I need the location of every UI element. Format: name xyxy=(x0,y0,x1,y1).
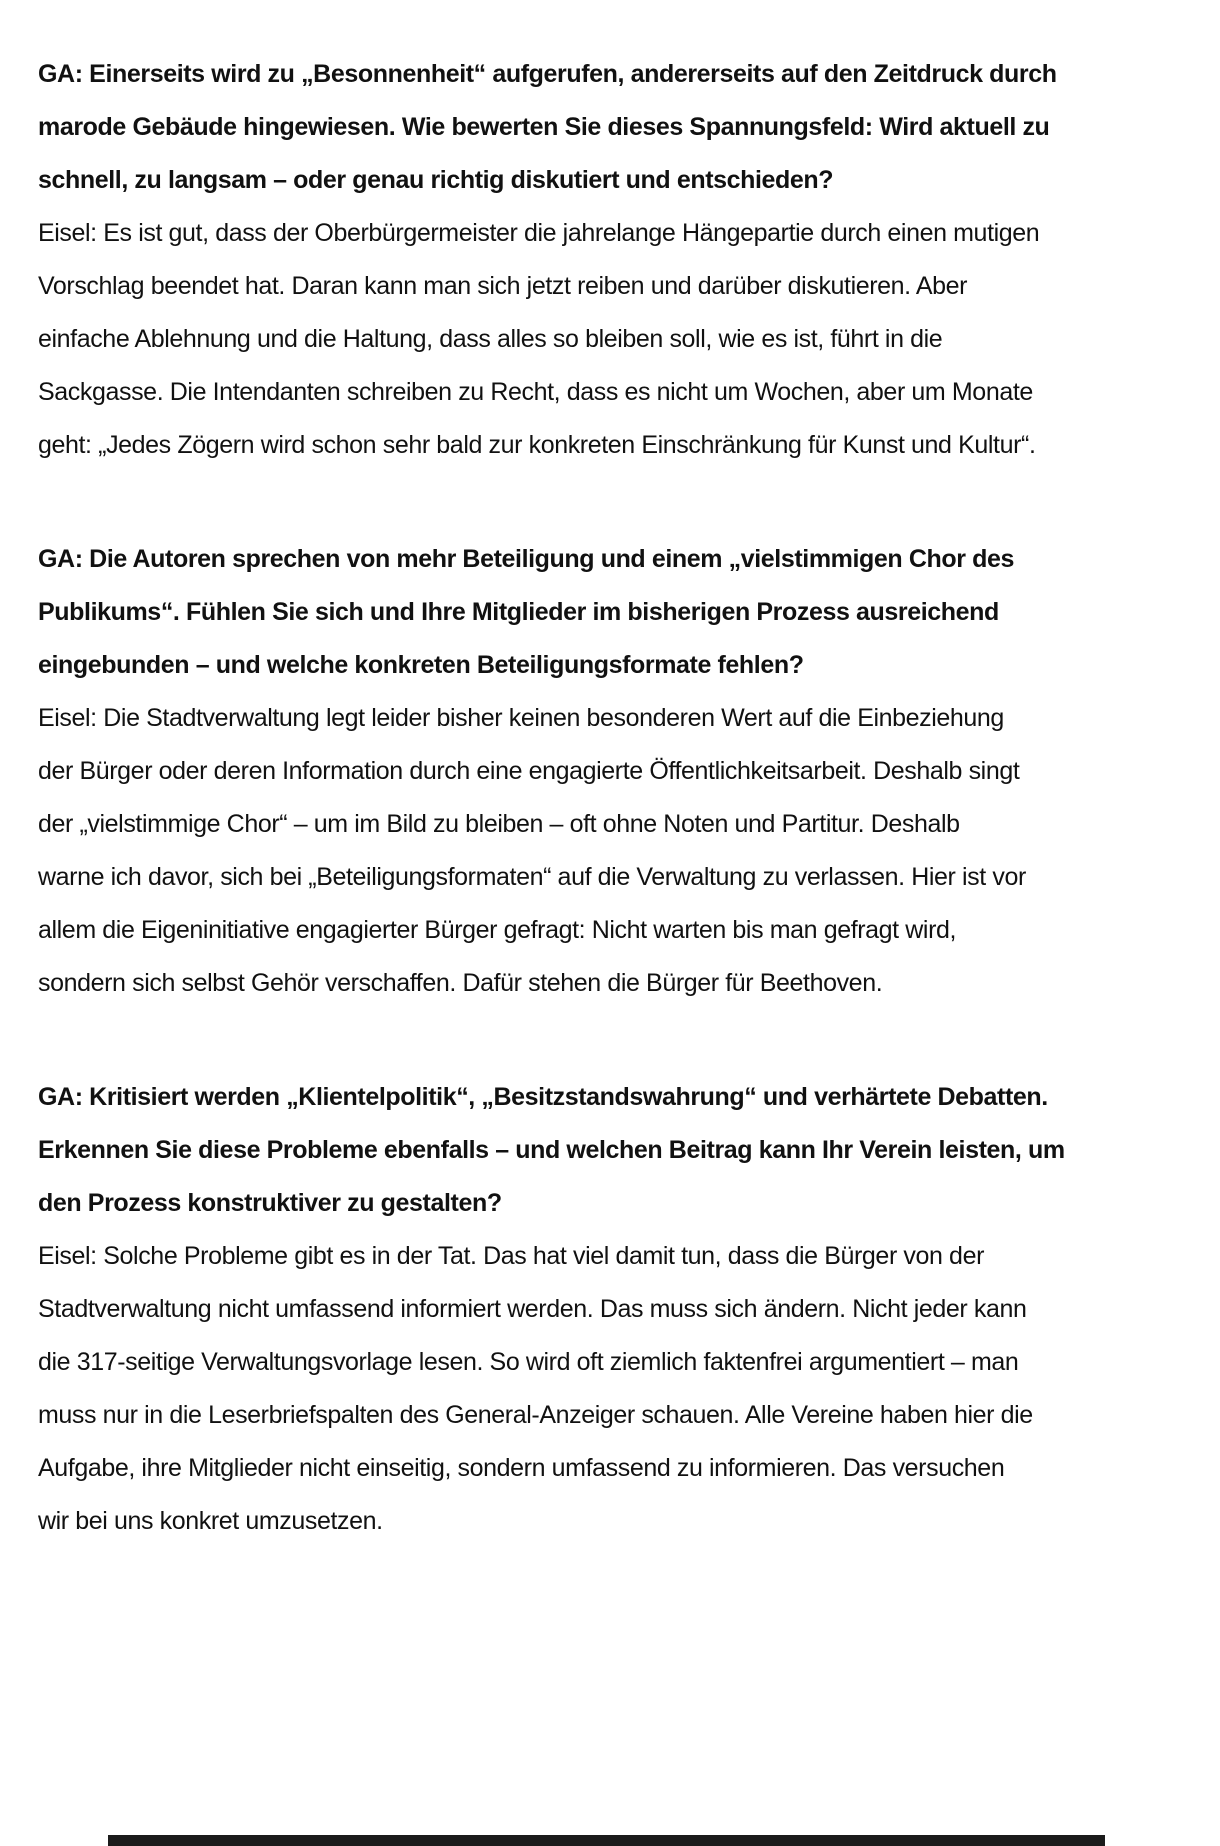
text-line: allem die Eigeninitiative engagierter Bürger gefragt: Nicht warten bis man gefragt wird, xyxy=(38,916,957,944)
text-line: der Bürger oder deren Information durch eine engagierte Öffentlichkeitsarbeit. Deshalb singt xyxy=(38,757,1020,785)
answer-3 xyxy=(38,1230,1180,1548)
qa-block-2 xyxy=(38,533,1180,1010)
answer-2 xyxy=(38,692,1180,1010)
text-line: Erkennen Sie diese Probleme ebenfalls – und welchen Beitrag kann Ihr Verein leisten, um xyxy=(38,1136,1065,1164)
text-line: sondern sich selbst Gehör verschaffen. Dafür stehen die Bürger für Beethoven. xyxy=(38,969,883,997)
text-line: Vorschlag beendet hat. Daran kann man sich jetzt reiben und darüber diskutieren. Aber xyxy=(38,272,968,300)
text-line: Eisel: Solche Probleme gibt es in der Tat. Das hat viel damit tun, dass die Bürger von der xyxy=(38,1242,984,1270)
text-line: GA: Einerseits wird zu „Besonnenheit“ aufgerufen, andererseits auf den Zeitdruck durch xyxy=(38,60,1057,88)
text-line: den Prozess konstruktiver zu gestalten? xyxy=(38,1189,502,1217)
text-line: Aufgabe, ihre Mitglieder nicht einseitig, sondern umfassend zu informieren. Das versuchen xyxy=(38,1454,1005,1482)
text-line: die 317-seitige Verwaltungsvorlage lesen. So wird oft ziemlich faktenfrei argumentiert – man xyxy=(38,1348,1019,1376)
text-line: marode Gebäude hingewiesen. Wie bewerten Sie dieses Spannungsfeld: Wird aktuell zu xyxy=(38,113,1050,141)
qa-block-3 xyxy=(38,1071,1180,1548)
text-line: der „vielstimmige Chor“ – um im Bild zu bleiben – oft ohne Noten und Partitur. Deshalb xyxy=(38,810,960,838)
text-line: Eisel: Es ist gut, dass der Oberbürgermeister die jahrelange Hängepartie durch einen mutigen xyxy=(38,219,1040,247)
question-1 xyxy=(38,48,1180,207)
text-line: schnell, zu langsam – oder genau richtig diskutiert und entschieden? xyxy=(38,166,834,194)
question-3 xyxy=(38,1071,1180,1230)
qa-block-1 xyxy=(38,48,1180,472)
text-line: GA: Kritisiert werden „Klientelpolitik“, „Besitzstandswahrung“ und verhärtete Debatten. xyxy=(38,1083,1048,1111)
text-line: eingebunden – und welche konkreten Beteiligungsformate fehlen? xyxy=(38,651,804,679)
question-2 xyxy=(38,533,1180,692)
text-line: geht: „Jedes Zögern wird schon sehr bald zur konkreten Einschränkung für Kunst und Kultur“. xyxy=(38,431,1036,459)
text-line: wir bei uns konkret umzusetzen. xyxy=(38,1507,383,1535)
text-line: einfache Ablehnung und die Haltung, dass alles so bleiben soll, wie es ist, führt in die xyxy=(38,325,943,353)
bottom-dark-bar xyxy=(108,1835,1105,1846)
text-line: muss nur in die Leserbriefspalten des General-Anzeiger schauen. Alle Vereine haben hier die xyxy=(38,1401,1033,1429)
text-line: GA: Die Autoren sprechen von mehr Beteiligung und einem „vielstimmigen Chor des xyxy=(38,545,1014,573)
text-line: Publikums“. Fühlen Sie sich und Ihre Mitglieder im bisherigen Prozess ausreichend xyxy=(38,598,999,626)
text-line: warne ich davor, sich bei „Beteiligungsformaten“ auf die Verwaltung zu verlassen. Hier ist vor xyxy=(38,863,1026,891)
text-line: Stadtverwaltung nicht umfassend informiert werden. Das muss sich ändern. Nicht jeder kann xyxy=(38,1295,1027,1323)
answer-1 xyxy=(38,207,1180,472)
text-line: Sackgasse. Die Intendanten schreiben zu Recht, dass es nicht um Wochen, aber um Monate xyxy=(38,378,1033,406)
text-line: Eisel: Die Stadtverwaltung legt leider bisher keinen besonderen Wert auf die Einbeziehung xyxy=(38,704,1004,732)
